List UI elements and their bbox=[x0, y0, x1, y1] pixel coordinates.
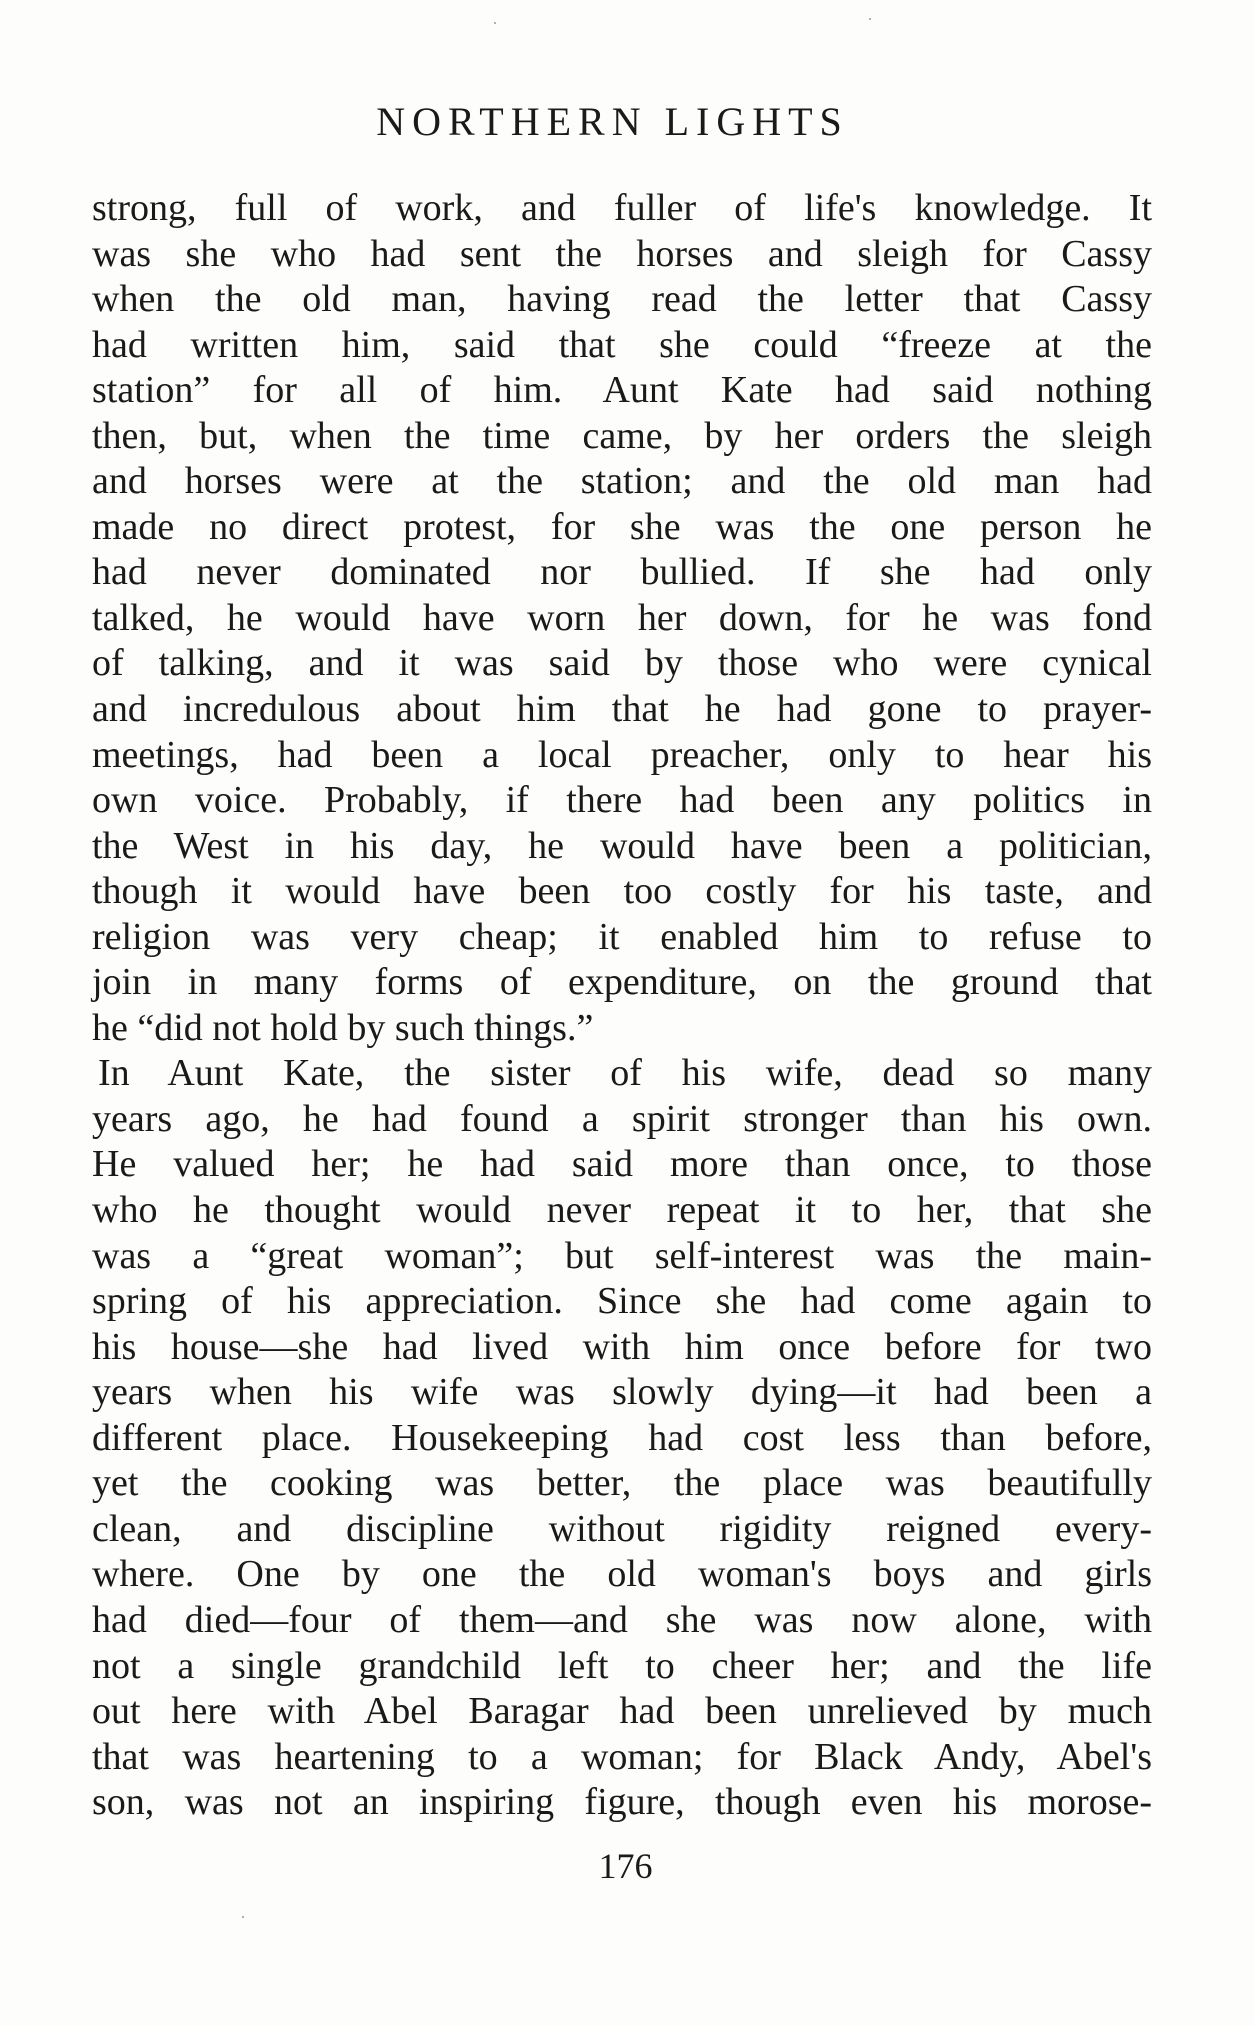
text-line: years ago, he had found a spirit stronger than his own. bbox=[92, 1097, 1152, 1140]
text-line: was a “great woman”; but self-interest was the main- bbox=[92, 1234, 1152, 1277]
text-line: station” for all of him. Aunt Kate had said nothing bbox=[92, 369, 1152, 412]
text-line: though it would have been too costly for his taste, and bbox=[92, 870, 1152, 913]
text-line: yet the cooking was better, the place was beautifully bbox=[92, 1462, 1152, 1505]
print-speck bbox=[869, 18, 871, 20]
text-line: he “did not hold by such things.” bbox=[92, 1006, 594, 1049]
text-line: out here with Abel Baragar had been unrelieved by much bbox=[92, 1690, 1152, 1733]
text-line: He valued her; he had said more than once, to those bbox=[92, 1143, 1152, 1186]
running-head: NORTHERN LIGHTS bbox=[376, 99, 849, 144]
text-line: of talking, and it was said by those who were cynical bbox=[92, 642, 1152, 685]
text-line: In Aunt Kate, the sister of his wife, dead so many bbox=[98, 1052, 1152, 1095]
text-line: the West in his day, he would have been a politician, bbox=[92, 824, 1152, 867]
text-line: join in many forms of expenditure, on the ground that bbox=[92, 961, 1152, 1004]
text-line: who he thought would never repeat it to her, that she bbox=[92, 1189, 1152, 1232]
text-line: his house—she had lived with him once before for two bbox=[92, 1325, 1152, 1368]
text-line: years when his wife was slowly dying—it had been a bbox=[92, 1371, 1152, 1414]
text-line: spring of his appreciation. Since she had come again to bbox=[92, 1280, 1152, 1323]
text-line: then, but, when the time came, by her orders the sleigh bbox=[92, 414, 1152, 457]
text-line: meetings, had been a local preacher, only to hear his bbox=[92, 733, 1152, 776]
text-line: clean, and discipline without rigidity reigned every- bbox=[92, 1507, 1152, 1550]
text-line: own voice. Probably, if there had been any politics in bbox=[92, 779, 1152, 822]
body-text bbox=[92, 186, 1152, 1826]
text-line: religion was very cheap; it enabled him to refuse to bbox=[92, 915, 1152, 958]
text-line: different place. Housekeeping had cost less than before, bbox=[92, 1416, 1152, 1459]
text-line: son, was not an inspiring figure, though even his morose- bbox=[92, 1781, 1152, 1824]
text-line: and horses were at the station; and the old man had bbox=[92, 460, 1152, 503]
text-line: had written him, said that she could “freeze at the bbox=[92, 323, 1152, 366]
page-number: 176 bbox=[598, 1846, 653, 1886]
text-line: made no direct protest, for she was the one person he bbox=[92, 505, 1152, 548]
text-line: when the old man, having read the letter that Cassy bbox=[92, 278, 1152, 321]
text-line: had never dominated nor bullied. If she had only bbox=[92, 551, 1152, 594]
text-line: that was heartening to a woman; for Black Andy, Abel's bbox=[92, 1735, 1152, 1778]
text-line: was she who had sent the horses and sleigh for Cassy bbox=[92, 232, 1152, 275]
text-line: and incredulous about him that he had gone to prayer- bbox=[92, 688, 1152, 731]
print-speck bbox=[494, 22, 496, 24]
text-line: strong, full of work, and fuller of life's knowledge. It bbox=[92, 187, 1152, 229]
text-line: where. One by one the old woman's boys and girls bbox=[92, 1553, 1152, 1596]
text-line: had died—four of them—and she was now alone, with bbox=[92, 1598, 1152, 1641]
text-line: not a single grandchild left to cheer her; and the life bbox=[92, 1644, 1152, 1687]
print-speck bbox=[242, 1916, 244, 1918]
text-line: talked, he would have worn her down, for he was fond bbox=[92, 596, 1152, 639]
